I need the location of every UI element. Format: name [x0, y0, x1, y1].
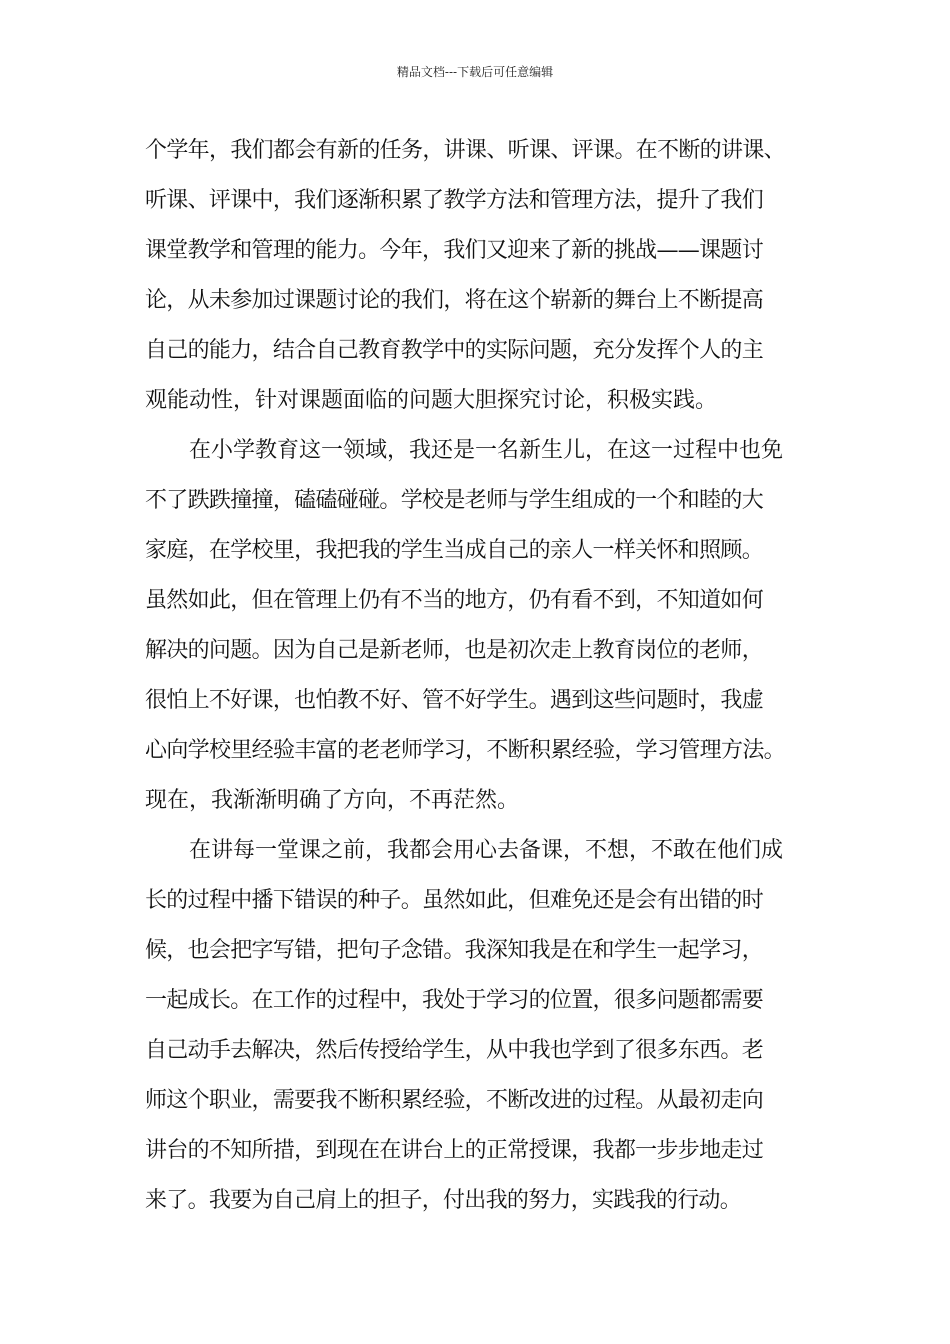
- text-line: 个学年，我们都会有新的任务，讲课、听课、评课。在不断的讲课、: [145, 138, 786, 163]
- page-header: 精品文档---下载后可任意编辑: [396, 65, 554, 79]
- text-line: 解决的问题。因为自己是新老师，也是初次走上教育岗位的老师，: [145, 638, 764, 663]
- text-line: 听课、评课中，我们逐渐积累了教学方法和管理方法，提升了我们: [145, 188, 764, 213]
- text-line: 来了。我要为自己肩上的担子，付出我的努力，实践我的行动。: [145, 1188, 742, 1213]
- text-line: 观能动性，针对课题面临的问题大胆探究讨论，积极实践。: [145, 388, 718, 413]
- text-line: 课堂教学和管理的能力。今年，我们又迎来了新的挑战——课题讨: [145, 238, 764, 263]
- text-line: 现在，我渐渐明确了方向，不再茫然。: [145, 788, 520, 813]
- text-line: 在讲每一堂课之前，我都会用心去备课，不想，不敢在他们成: [189, 838, 784, 863]
- text-line: 讲台的不知所措，到现在在讲台上的正常授课，我都一步步地走过: [145, 1138, 764, 1163]
- text-line: 自己的能力，结合自己教育教学中的实际问题，充分发挥个人的主: [145, 338, 764, 363]
- text-line: 候，也会把字写错，把句子念错。我深知我是在和学生一起学习，: [145, 938, 764, 963]
- text-line: 一起成长。在工作的过程中，我处于学习的位置，很多问题都需要: [145, 988, 764, 1013]
- text-line: 师这个职业，需要我不断积累经验，不断改进的过程。从最初走向: [145, 1088, 764, 1113]
- text-line: 论，从未参加过课题讨论的我们，将在这个崭新的舞台上不断提高: [145, 288, 764, 313]
- text-line: 很怕上不好课，也怕教不好、管不好学生。遇到这些问题时，我虚: [145, 688, 764, 713]
- text-line: 虽然如此，但在管理上仍有不当的地方，仍有看不到，不知道如何: [145, 588, 764, 613]
- text-line: 在小学教育这一领域，我还是一名新生儿，在这一过程中也免: [189, 438, 784, 463]
- text-line: 长的过程中播下错误的种子。虽然如此，但难免还是会有出错的时: [145, 888, 764, 913]
- document-body: [145, 126, 825, 1226]
- text-line: 家庭，在学校里，我把我的学生当成自己的亲人一样关怀和照顾。: [145, 538, 764, 563]
- text-line: 不了跌跌撞撞，磕磕碰碰。学校是老师与学生组成的一个和睦的大: [145, 488, 764, 513]
- text-line: 心向学校里经验丰富的老老师学习，不断积累经验，学习管理方法。: [145, 738, 786, 763]
- text-line: 自己动手去解决，然后传授给学生，从中我也学到了很多东西。老: [145, 1038, 764, 1063]
